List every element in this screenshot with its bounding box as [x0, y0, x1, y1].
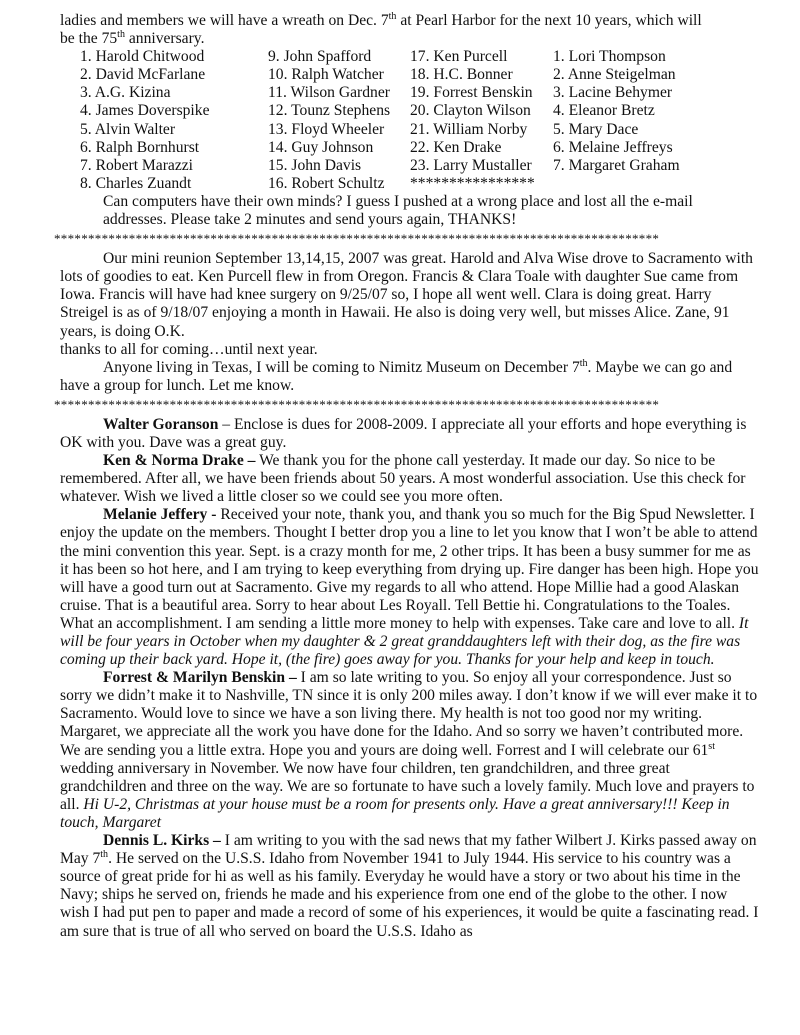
letter-text: I am writing to you with the sad news that my father Wilbert J. Kirks passed away on May 7	[60, 832, 757, 868]
roster-entry: 21. William Norby	[410, 120, 528, 138]
roster-entry: 12. Tounz Stephens	[268, 102, 391, 120]
roster-entry: 8. Charles Zuandt	[80, 174, 192, 192]
roster-entry: 16. Robert Schultz	[268, 174, 385, 192]
roster-entry: 2. Anne Steigelman	[553, 66, 676, 84]
reunion-paragraph	[60, 250, 760, 359]
roster-entry: 18. H.C. Bonner	[410, 66, 513, 84]
roster-entry: 20. Clayton Wilson	[410, 102, 531, 120]
letter-italic-note: It will be four years in October when my daughter & 2 great granddaughters left with their dog, as the fire was coming up their back yard. Hope it, (the fire) goes away for you. Thanks for your help and keep in touch.	[60, 614, 749, 669]
asterisk-divider: *****************************************************************************************	[54, 231, 660, 247]
letter-author: Forrest & Marilyn Benskin –	[103, 669, 297, 687]
letter-drake	[60, 452, 760, 506]
roster-entry: 3. A.G. Kizina	[80, 84, 171, 102]
roster-entry: 13. Floyd Wheeler	[268, 120, 385, 138]
roster-entry: 22. Ken Drake	[410, 138, 502, 156]
letter-jeffery	[60, 506, 760, 669]
roster-entry: 7. Robert Marazzi	[80, 156, 194, 174]
roster-entry: 7. Margaret Graham	[553, 156, 680, 174]
ordinal-suffix: th	[117, 28, 125, 40]
roster-entry: 19. Forrest Benskin	[410, 84, 533, 102]
ordinal-suffix: st	[708, 740, 715, 752]
roster-column-3	[410, 48, 553, 193]
roster-entry: 5. Alvin Walter	[80, 120, 176, 138]
intro-text: at Pearl Harbor for the next 10 years, which will	[396, 12, 702, 29]
letter-author: Melanie Jeffery -	[103, 506, 217, 524]
reunion-text: Our mini reunion September 13,14,15, 2007 was great. Harold and Alva Wise drove to Sacramento with lots of goodies to eat. Ken Purcell flew in from Oregon. Francis & Clara Toale with daughter Sue came from Iowa. Francis will have had knee surgery on 9/25/07 so, I hope all went well. Clara is doing great. Harry Streigel is as of 9/18/07 enjoying a month in Hawaii. He also is doing very well, but misses Alice. Zane, 91 years, is doing O.K.	[60, 250, 753, 340]
texas-paragraph	[60, 359, 760, 395]
roster-entry: 9. John Spafford	[268, 48, 372, 66]
letter-italic-note: Hi U-2, Christmas at your house must be a room for presents only. Have a great anniversary!!! Keep in touch, Margaret	[60, 795, 730, 831]
roster-entry: 3. Lacine Behymer	[553, 84, 673, 102]
roster-entry: 6. Ralph Bornhurst	[80, 138, 200, 156]
letter-benskin	[60, 669, 760, 832]
roster-entry: 5. Mary Dace	[553, 120, 639, 138]
asterisk-divider: *****************************************************************************************	[54, 396, 660, 412]
intro-paragraph	[60, 12, 760, 48]
roster-entry: ****************	[410, 174, 535, 192]
newsletter-page	[54, 10, 760, 941]
reunion-closing: thanks to all for coming…until next year.	[60, 340, 318, 358]
roster-entry: 17. Ken Purcell	[410, 48, 508, 66]
letter-text: – Enclose is dues for 2008-2009. I appreciate all your efforts and hope everything is OK with you. Dave was a great guy.	[60, 415, 747, 451]
letter-kirks	[60, 832, 760, 941]
roster-entry: 2. David McFarlane	[80, 66, 206, 84]
letter-text: We thank you for the phone call yesterday. It made our day. So nice to be remembered. After all, we have been friends about 50 years. A most wonderful association. Use this check for whatever. Wish we lived a little closer so we could see you more often.	[60, 452, 746, 506]
roster-column-1	[80, 48, 268, 193]
roster-entry: 1. Lori Thompson	[553, 48, 666, 66]
roster-entry: 4. Eleanor Bretz	[553, 102, 655, 120]
ordinal-suffix: th	[388, 10, 397, 22]
texas-text: Anyone living in Texas, I will be coming to Nimitz Museum on December 7	[103, 358, 580, 376]
intro-text: ladies and members we will have a wreath on Dec. 7	[60, 12, 389, 29]
letter-text: wedding anniversary in November. We now have four children, ten grandchildren, and three great grandchildren and three on the way. We are so fortunate to have such a lovely family. Much love and prayers to all.	[60, 759, 755, 813]
ordinal-suffix: th	[100, 848, 109, 860]
letter-author: Ken & Norma Drake –	[103, 452, 256, 470]
roster-entry: 1. Harold Chitwood	[80, 48, 205, 66]
roster-entry: 11. Wilson Gardner	[268, 84, 390, 102]
letter-text: . He served on the U.S.S. Idaho from November 1941 to July 1944. His service to his country was a source of great pride for hi as well as his family. Everyday he would have a story or two about his time in the Navy; ships he served on, friends he made and his experience from one end of the globe to the other. I now wish I had put pen to paper and made a record of some of his experiences, it would be quite a fascinating read. I am sure that is true of all who served on board the U.S.S. Idaho as	[60, 850, 759, 940]
ordinal-suffix: th	[579, 357, 588, 369]
letter-author: Walter Goranson	[103, 415, 219, 433]
roster-entry: 4. James Doverspike	[80, 102, 210, 120]
roster-entry: 14. Guy Johnson	[268, 138, 374, 156]
texas-text: . Maybe we can go and have a group for lunch. Let me know.	[60, 358, 733, 394]
intro-text: anniversary.	[124, 30, 205, 48]
roster-entry: 6. Melaine Jeffreys	[553, 138, 673, 156]
roster-entry: 15. John Davis	[268, 156, 362, 174]
intro-text: be the 75	[60, 30, 118, 48]
computers-note: Can computers have their own minds? I guess I pushed at a wrong place and lost all the e-mail addresses. Please take 2 minutes and send yours again, THANKS!	[103, 192, 693, 229]
letter-author: Dennis L. Kirks –	[103, 832, 221, 850]
letter-goranson	[60, 416, 760, 452]
roster-entry: 23. Larry Mustaller	[410, 156, 532, 174]
roster-column-4	[553, 48, 753, 193]
roster-entry: 10. Ralph Watcher	[268, 66, 384, 84]
member-roster	[80, 48, 760, 193]
letter-text: Received your note, thank you, and thank you so much for the Big Spud Newsletter. I enjoy the update on the members. Thought I better drop you a line to let you know that I won’t be able to attend the mini convention this year. Sept. is a crazy month for me, 2 other trips. It has been a busy summer for me as it has been so hot here, and I am trying to keep everything from drying up. Fire danger has been high. Hope you will have a good turn out at Sacramento. Give my regards to all who attend. Hope Millie had a good Alaskan cruise. That is a beautiful area. Sorry to hear about Les Royall. Tell Bettie hi. Congratulations to the Toales. What an accomplishment. I am sending a little more money to help with expenses. Take care and love to all.	[60, 506, 759, 632]
roster-column-2	[268, 48, 410, 193]
letter-text: I am so late writing to you. So enjoy all your correspondence. Just so sorry we didn’t make it to Nashville, TN since it is only 200 miles away. I don’t know if we will ever make it to Sacramento. Would love to since we have a son living there. My health is not too good nor my writing. Margaret, we appreciate all the work you have done for the Idaho. And so sorry we haven’t contributed more. We are sending you a little extra. Hope you and yours are doing well. Forrest and I will celebrate our 61	[60, 669, 758, 759]
